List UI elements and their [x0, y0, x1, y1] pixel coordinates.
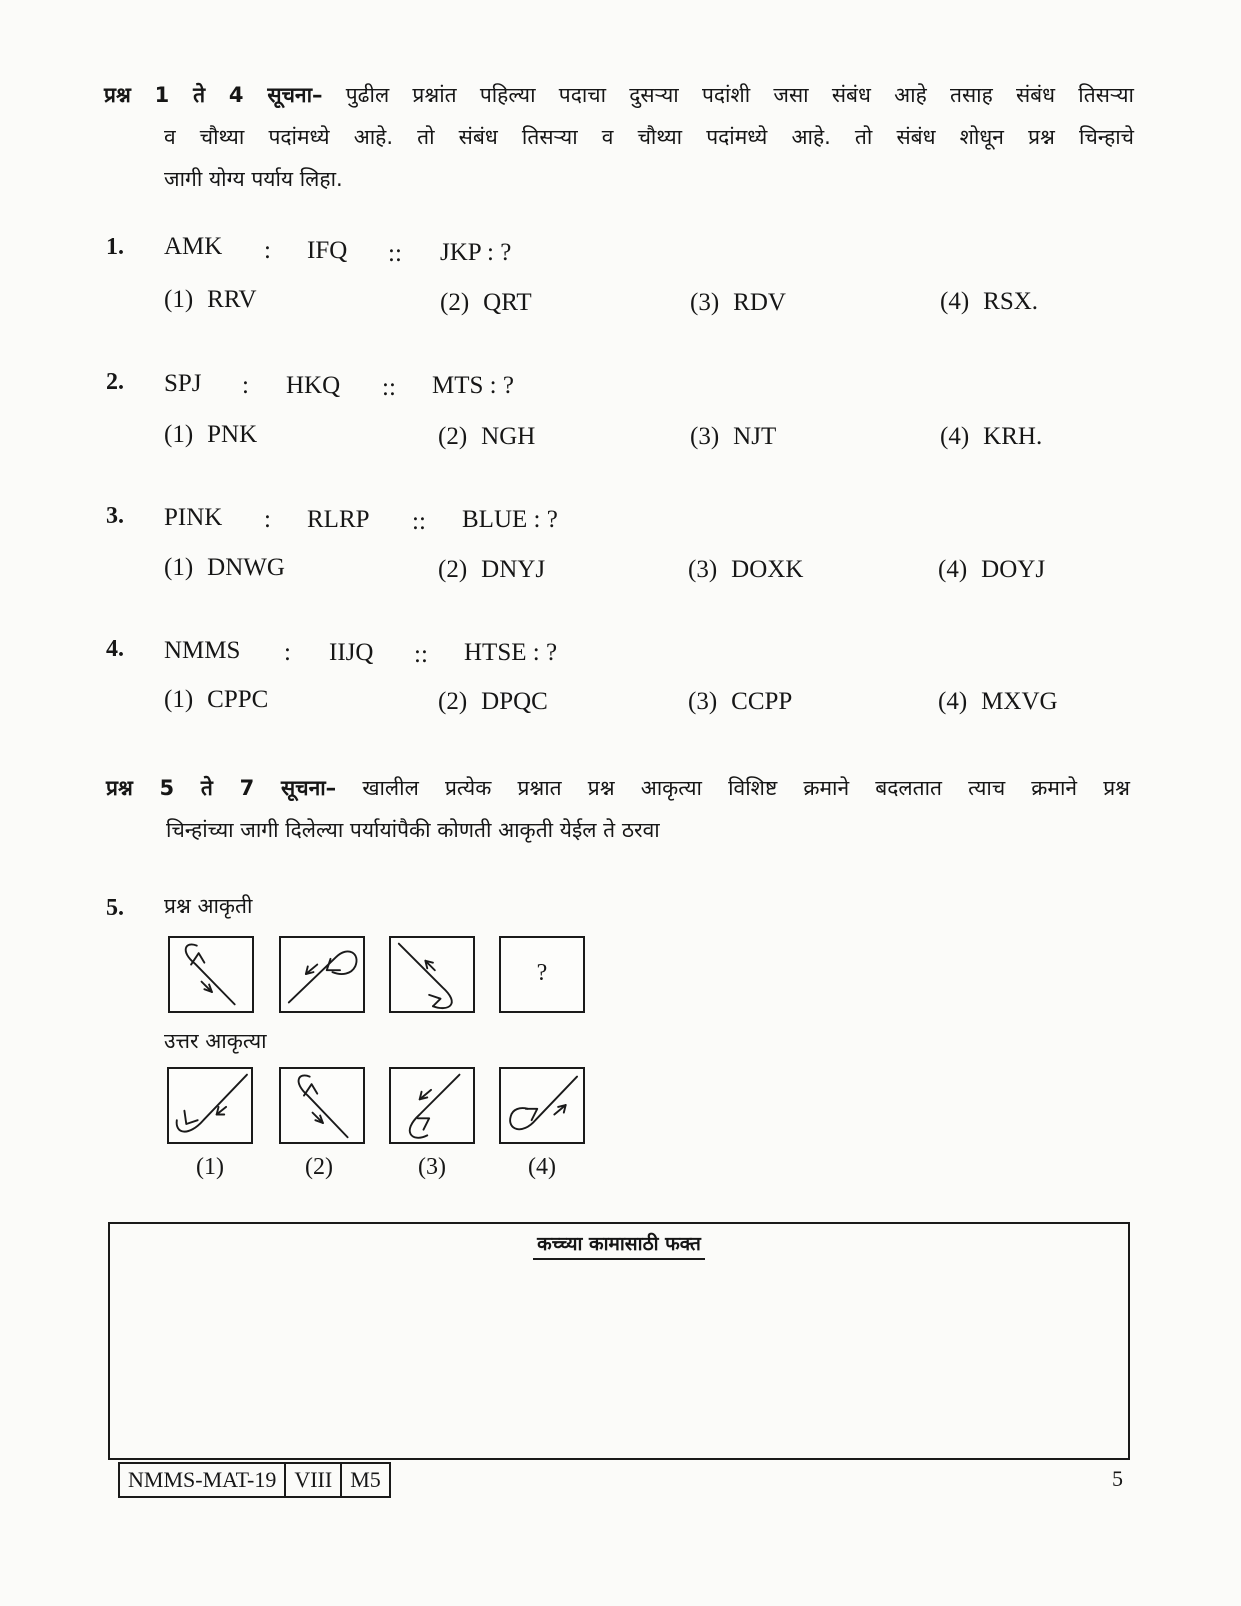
section1-line1: पुढील प्रश्नांत पहिल्या पदाचा दुसऱ्या पदांशी जसा संबंध आहे तसाह संबंध तिसऱ्या [345, 83, 1134, 107]
problem-figure-3 [389, 936, 475, 1013]
exam-code: NMMS-MAT-19 [120, 1464, 286, 1496]
term-b: IFQ [307, 237, 348, 264]
term-a: PINK [164, 504, 223, 531]
term-c: MTS : ? [432, 372, 514, 399]
answer-figure-1[interactable] [167, 1067, 253, 1144]
problem-figure-2 [279, 936, 365, 1013]
term-a: SPJ [164, 370, 202, 397]
answer-figure-3[interactable] [389, 1067, 475, 1144]
question-number: 3. [106, 503, 124, 529]
option-4[interactable]: (4) MXVG [938, 688, 1058, 715]
answer-number-4: (4) [528, 1154, 556, 1180]
problem-figure-4-unknown [499, 936, 585, 1013]
separator-double: :: [382, 374, 396, 401]
section1-lead: प्रश्न 1 ते 4 सूचना– [104, 83, 323, 107]
option-2[interactable]: (2) DNYJ [438, 556, 546, 583]
answer-number-3: (3) [418, 1154, 446, 1180]
section2-lead: प्रश्न 5 ते 7 सूचना– [106, 776, 337, 800]
set-code: M5 [350, 1467, 381, 1492]
section2-instructions [106, 767, 1130, 851]
separator: : [242, 372, 249, 399]
footer-code-box [118, 1462, 391, 1498]
section1-instructions [104, 74, 1134, 200]
section2-line1: खालील प्रत्येक प्रश्नात प्रश्न आकृत्या विशिष्ट क्रमाने बदलतात त्याच क्रमाने प्रश्न [362, 776, 1131, 800]
option-3[interactable]: (3) NJT [690, 423, 777, 450]
answer-figures-label: उत्तर आकृत्या [164, 1029, 267, 1053]
question-number: 2. [106, 369, 124, 395]
option-2[interactable]: (2) QRT [440, 289, 532, 316]
answer-number-2: (2) [305, 1154, 333, 1180]
option-2[interactable]: (2) NGH [438, 423, 536, 450]
option-4[interactable]: (4) KRH. [940, 423, 1043, 450]
term-c: HTSE : ? [464, 639, 558, 666]
answer-figure-2[interactable] [279, 1067, 365, 1144]
answer-figure-4[interactable] [499, 1067, 585, 1144]
term-c: BLUE : ? [462, 506, 558, 533]
option-4[interactable]: (4) DOYJ [938, 556, 1046, 583]
term-c: JKP : ? [440, 239, 512, 266]
question-number: 5. [106, 895, 124, 921]
class-code: VIII [286, 1464, 342, 1496]
separator-double: :: [414, 641, 428, 668]
separator: : [284, 639, 291, 666]
rough-work-title: कच्च्या कामासाठी फक्त [110, 1230, 1128, 1256]
question-number: 1. [106, 234, 124, 260]
option-1[interactable]: (1) CPPC [164, 686, 269, 713]
separator-double: :: [412, 508, 426, 535]
option-1[interactable]: (1) RRV [164, 286, 257, 313]
option-2[interactable]: (2) DPQC [438, 688, 548, 715]
separator-double: :: [388, 240, 402, 267]
option-1[interactable]: (1) DNWG [164, 554, 285, 581]
option-4[interactable]: (4) RSX. [940, 288, 1039, 315]
option-3[interactable]: (3) CCPP [688, 688, 793, 715]
option-3[interactable]: (3) RDV [690, 289, 786, 316]
answer-number-1: (1) [196, 1154, 224, 1180]
term-b: IIJQ [329, 639, 374, 666]
separator: : [264, 506, 271, 533]
section2-line2: चिन्हांच्या जागी दिलेल्या पर्यायांपैकी कोणती आकृती येईल ते ठरवा [166, 818, 660, 842]
problem-figures-label: प्रश्न आकृती [164, 894, 253, 918]
term-b: RLRP [307, 506, 370, 533]
problem-figure-1 [168, 936, 254, 1013]
section1-line3: जागी योग्य पर्याय लिहा. [164, 167, 343, 191]
option-3[interactable]: (3) DOXK [688, 556, 804, 583]
question-number: 4. [106, 636, 124, 662]
option-1[interactable]: (1) PNK [164, 421, 258, 448]
separator: : [264, 237, 271, 264]
rough-work-box[interactable] [108, 1222, 1130, 1460]
term-b: HKQ [286, 372, 341, 399]
question-mark: ? [536, 960, 548, 986]
section1-line2: व चौथ्या पदांमध्ये आहे. तो संबंध तिसऱ्या व चौथ्या पदांमध्ये आहे. तो संबंध शोधून प्रश्न चिन्हाचे [164, 125, 1134, 149]
term-a: NMMS [164, 637, 241, 664]
page-number: 5 [1112, 1466, 1123, 1491]
term-a: AMK [164, 233, 223, 260]
